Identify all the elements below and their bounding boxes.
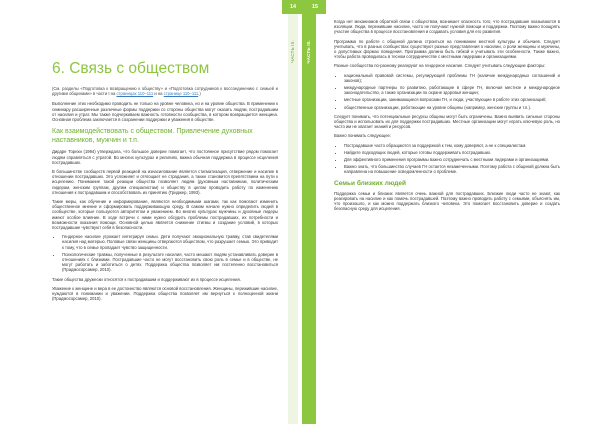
fold-strip-left <box>288 14 298 424</box>
chapter-title: 6. Связь с обществом <box>52 60 210 77</box>
paragraph: Следует понимать, что потенциальные ресурсы общины могут быть ограничены. Важно выявить сильные стороны общества и использовать их для поддержки пострадавших. Местные организации могут играть ключевую роль, но часто им не хватает знаний и ресурсов. <box>334 113 560 130</box>
paragraph: Дирдре Торнхи (1994) утверждала, что большое доверие помогает, что постоянное присутствие рядом помогает людям справляться с утратой. Во многих культурах и религиях, важна обычная поддержка в процессе исцеления пострадавших. <box>52 149 278 165</box>
intro-link-2[interactable]: странице 110–111 <box>163 91 199 97</box>
fold-label-right: ЧАСТЬ III. <box>306 40 311 64</box>
list-item: • местные организации, занимающиеся вопросами ГН, и люди, участвующие в работе этих организаций; <box>344 97 560 102</box>
paragraph: Когда нет механизмов обратной связи с обществом, возникает опасность того, что пострадавшие оказываются в изоляции. Люди, пережившие насилие, часто не получают нужной помощи и поддержки. Поэтому важно поощрять участие общества в процессе восстановления и создавать условия для его развития. <box>334 19 560 35</box>
list-item: • Найдите подходящих людей, которые готовы поддерживать пострадавших. <box>344 150 560 155</box>
left-page <box>52 60 278 305</box>
paragraph: Уважение к женщине и вера в ее достоинство являются основой восстановления. Женщины, пережившие насилие, нуждаются в понимании и уважении. Поддержка общества позволяет им вернуться к полноценной жизни (Прадмосорсамер, 2010). <box>52 285 278 302</box>
paragraph: Важно понимать следующее: <box>334 133 392 139</box>
list-item: • общественные организации, работающие на уровне общины (например, женские группы и т.п.). <box>344 105 560 110</box>
section-heading: Как взаимодействовать с обществом. Привлечение духовных наставников, мужчин и т.п. <box>52 128 253 144</box>
chapter-intro <box>52 86 278 96</box>
paragraph: Такие меры, как обучение и информирование, являются необходимыми шагами, так как помогают изменить общественное мнение и сформировать поддерживающую среду. В самом начале нужно определить людей в сообществе, которые пользуются авторитетом и уважением. Во многих культурах мужчины и духовные лидеры имеют особое влияние. В ходе встречи с ними нужно обсудить проблемы пострадавших, их потребности и возможности оказания помощи. Основной целью является снижение стигмы и создание условий, в которых пострадавшие чувствуют себя в безопасности. <box>52 199 278 231</box>
intro-text-end: .) <box>198 91 201 97</box>
bullet-list <box>334 73 560 110</box>
fold-label-left: ЧАСТЬ III. <box>290 40 295 63</box>
list-item: • Пострадавшие часто обращаются за поддержкой к тем, кому доверяют, а не к специалистам. <box>344 143 560 148</box>
list-item: • Для эффективного применения программы важно сотрудничать с местными лидерами и организациями. <box>344 157 560 162</box>
intro-text-mid: и на <box>154 91 163 97</box>
list-item: • международные партнеры по развитию, работающие в сфере ГН, включая местное и международное законодательство, а также организации по охране здоровья женщин; <box>344 85 560 95</box>
list-item: • Гендерное насилие угрожает интегрируя семьи. Дети получают эмоциональную травму, став свидетелями насилия над матерью. Половые связи женщины отвергаются обществом, что разрушает семью. Это приводит к тому, что в семье пропадает чувство защищенности. <box>62 234 278 250</box>
fold-strip-right <box>302 14 316 424</box>
paragraph: Разные сообщества по-разному реагируют на гендерное насилие. Следует учитывать следующие факторы: <box>334 63 546 69</box>
paragraph: Поддержка семьи и близких является очень важной для пострадавших. Близкие люди часто не знают, как реагировать на насилие и как помочь пострадавшей. Поэтому важно проводить работу с семьями, объяснять им, что произошло, и как можно поддержать близкого человека. Это помогает восстановить доверие и создать безопасную среду для исцеления. <box>334 190 560 212</box>
page-number-right: 15 <box>304 0 326 14</box>
intro-text: (См. разделы «Подготовка к возвращению к обществу» и «Подготовка сотрудников к воссоединению с семьей и другими общинами» в части I на <box>52 86 278 97</box>
bullet-list <box>334 143 560 175</box>
paragraph: Такие общества дружески относятся к пострадавшим и поддерживают их в процессе исцеления. <box>52 276 241 282</box>
paragraph: Выполнение этих необходимо проводить не только на уровне человека, но и на уровне общества. В применении к семинару расширенные различные формы поддержки со стороны общества могут оказать людям, пострадавшим от насилия и утрат. Мы также подчеркиваем важность готовности сообщества, в котором возвращается женщина. Основная проблема заключается в сохранении поддержки и уважения в обществе. <box>52 101 278 123</box>
list-item: • Психологические травмы, полученные в результате насилия, часто мешают людям устанавливать доверие в отношениях с близкими. Пострадавшие часто не могут восстановить свою роль в семье и в обществе, не могут работать и заботиться о детях. Поддержка общества позволяет им постепенно восстановиться (Прадмосорсамер, 2010). <box>62 252 278 273</box>
page-number-left: 14 <box>282 0 304 14</box>
right-page <box>334 19 560 215</box>
bullet-list <box>52 234 278 272</box>
paragraph: Программа по работе с общиной должна строиться на понимании местной культуры и обычаев. Следует учитывать, что в разных сообществах существуют разные представления о насилии, о роли женщины и мужчины, о допустимых формах поведения. Программа должна быть гибкой и учитывать эти особенности. Также важно, чтобы работа проводилась в тесном сотрудничестве с местными лидерами и организациями. <box>334 38 560 60</box>
intro-link-1[interactable]: страницах 110–111 <box>116 91 154 97</box>
list-item: • национальный правовой системы, регулирующей проблемы ГН (наличие международных соглашений и законов); <box>344 73 560 83</box>
section-heading: Семьи близких людей <box>334 179 407 187</box>
list-item: • Важно знать, что большинство случаев ГН остается незамеченными. Поэтому работа с общиной должна быть направлена на повышение осведомленности о проблеме. <box>344 164 560 174</box>
paragraph: В большинстве сообществ первой реакцией на изнасилование является стигматизация, отвержение и насилие в отношении пострадавших. Это усложняет и отягощает ее страдания, а также становится препятствием на пути к исцелению. Понимание такой реакции общества позволяет людям (духовным наставникам, политическим лидерам, женским группам, другим специалистам) и обществу в целом проводить работу по изменению отношения к пострадавшим и способствовать их принятию (Гриджер, 1993). <box>52 169 278 195</box>
